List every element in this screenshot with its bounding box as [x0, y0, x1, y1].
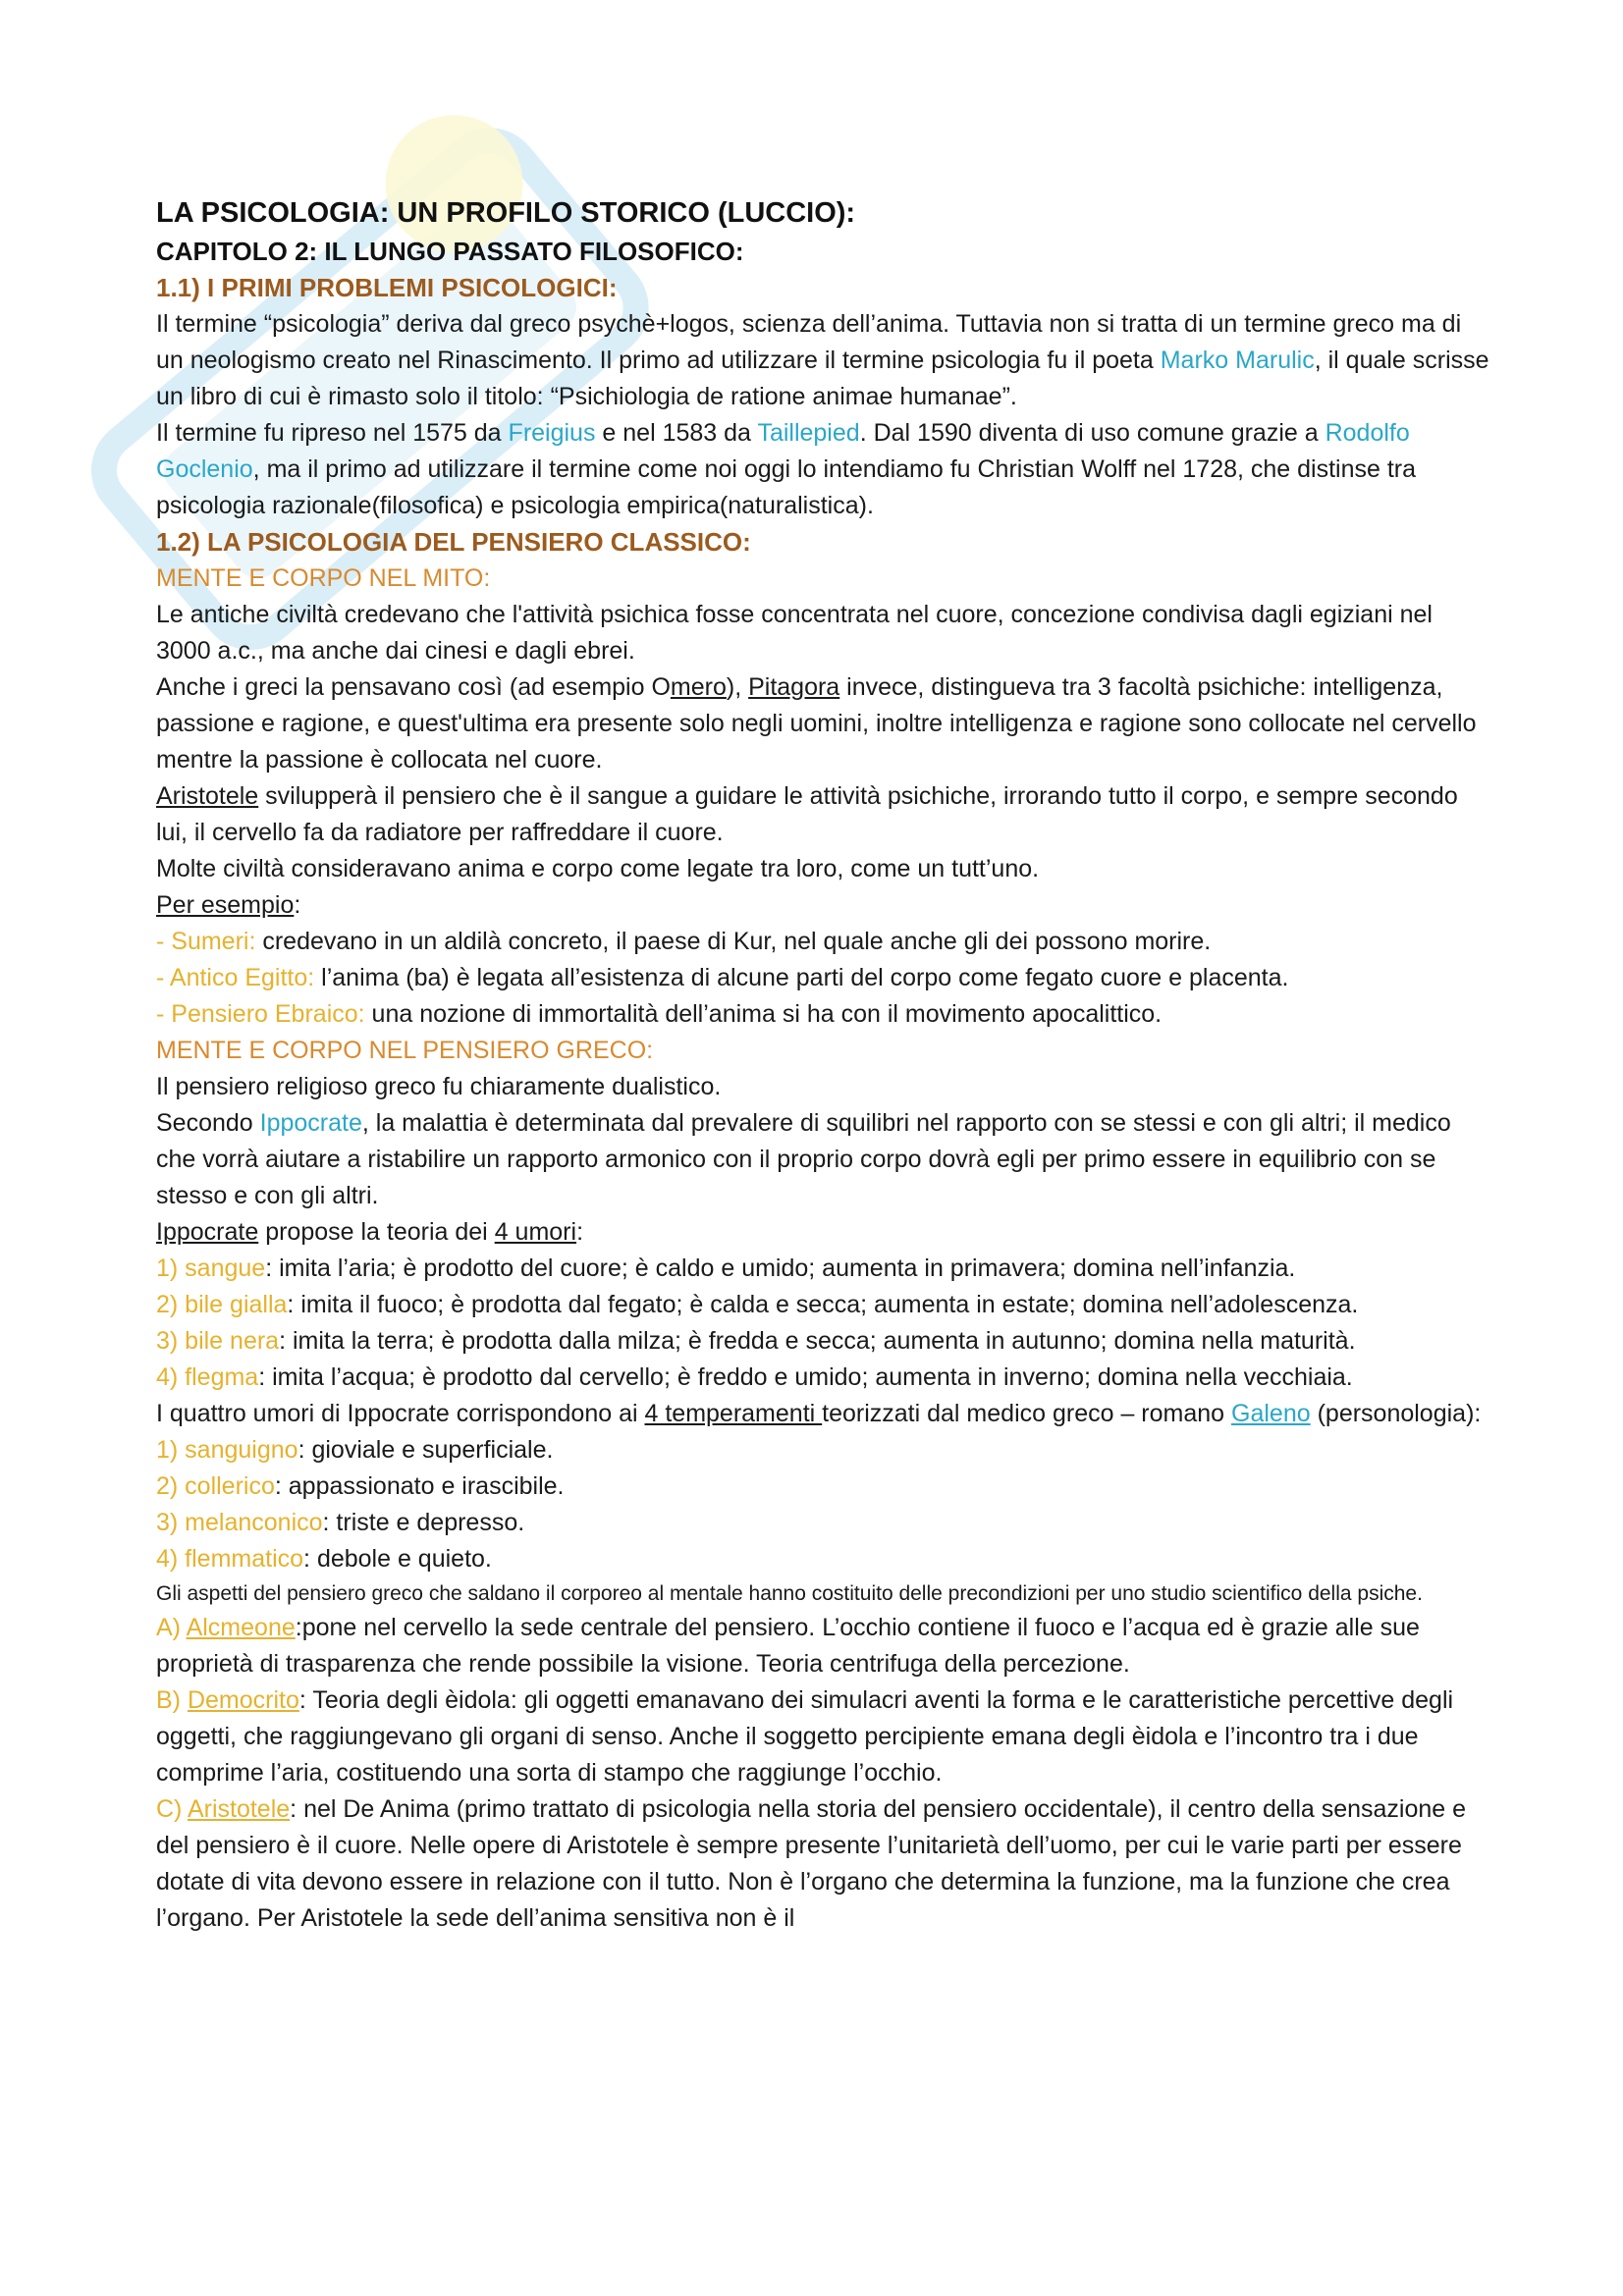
paragraph: Il pensiero religioso greco fu chiaramente dualistico. — [156, 1073, 722, 1100]
paragraph: Per esempio: — [156, 891, 301, 919]
paragraph: Anche i greci la pensavano così (ad esempio Omero), Pitagora invece, distingueva tra 3 facoltà psichiche: intelligenza, passione e ragione, e quest'ultima era presente solo negli uomini, inoltre intelligenza e ragione sono collocate nel cervello mentre la passione è collocata nel cuore. — [156, 673, 1477, 774]
document-title: LA PSICOLOGIA: UN PROFILO STORICO (LUCCIO): — [156, 197, 856, 229]
paragraph: Il termine “psicologia” deriva dal greco psychè+logos, scienza dell’anima. Tuttavia non si tratta di un termine greco ma di un neologismo creato nel Rinascimento. Il primo ad utilizzare il termine psicologia fu il poeta Marko Marulic, il quale scrisse un libro di cui è rimasto solo il titolo: “Psichiologia de ratione animae humanae”. — [156, 310, 1489, 410]
paragraph: Secondo Ippocrate, la malattia è determinata dal prevalere di squilibri nel rapporto con se stessi e con gli altri; il medico che vorrà aiutare a ristabilire un rapporto armonico con il proprio corpo dovrà egli per primo essere in equilibrio con se stesso e con gli altri. — [156, 1109, 1451, 1209]
section-heading-1-2: 1.2) LA PSICOLOGIA DEL PENSIERO CLASSICO: — [156, 527, 751, 557]
list-item: - Sumeri: credevano in un aldilà concreto, il paese di Kur, nel quale anche gli dei possono morire. — [156, 928, 1212, 955]
name-freigius: Freigius — [508, 419, 596, 447]
list-item: B) Democrito: Teoria degli èidola: gli oggetti emanavano dei simulacri aventi la forma e le caratteristiche percettive degli oggetti, che raggiungevano gli organi di senso. Anche il soggetto percipiente emana degli èidola e l’incontro tra i due comprime l’aria, costituendo una sorta di stampo che raggiunge l’occhio. — [156, 1686, 1454, 1787]
list-item: 1) sanguigno: gioviale e superficiale. — [156, 1436, 554, 1464]
paragraph: I quattro umori di Ippocrate corrispondono ai 4 temperamenti teorizzati dal medico greco – romano Galeno (personologia): — [156, 1400, 1482, 1427]
name-aristotele: Aristotele — [156, 782, 259, 810]
list-item: 1) sangue: imita l’aria; è prodotto del cuore; è caldo e umido; aumenta in primavera; domina nell’infanzia. — [156, 1255, 1296, 1282]
subheading-greco: MENTE E CORPO NEL PENSIERO GRECO: — [156, 1037, 654, 1064]
list-item: A) Alcmeone:pone nel cervello la sede centrale del pensiero. L’occhio contiene il fuoco e l’acqua ed è grazie alle sue proprietà di trasparenza che rende possibile la visione. Teoria centrifuga della percezione. — [156, 1614, 1420, 1678]
list-item: 4) flemmatico: debole e quieto. — [156, 1545, 492, 1573]
paragraph: Ippocrate propose la teoria dei 4 umori: — [156, 1218, 584, 1246]
list-item: 2) collerico: appassionato e irascibile. — [156, 1472, 565, 1500]
section-heading-1-1: 1.1) I PRIMI PROBLEMI PSICOLOGICI: — [156, 273, 618, 302]
name-marulic: Marko Marulic — [1160, 347, 1315, 374]
list-item: 3) melanconico: triste e depresso. — [156, 1509, 525, 1536]
paragraph: Le antiche civiltà credevano che l'attività psichica fosse concentrata nel cuore, concezione condivisa dagli egiziani nel 3000 a.c., ma anche dai cinesi e dagli ebrei. — [156, 601, 1433, 665]
paragraph: Aristotele svilupperà il pensiero che è il sangue a guidare le attività psichiche, irrorando tutto il corpo, e sempre secondo lui, il cervello fa da radiatore per raffreddare il cuore. — [156, 782, 1458, 846]
small-note: Gli aspetti del pensiero greco che saldano il corporeo al mentale hanno costituito delle precondizioni per uno studio scientifico della psiche. — [156, 1582, 1423, 1605]
list-item: - Antico Egitto: l’anima (ba) è legata all’esistenza di alcune parti del corpo come fegato cuore e placenta. — [156, 964, 1289, 991]
list-item: 4) flegma: imita l’acqua; è prodotto dal cervello; è freddo e umido; aumenta in inverno; domina nella vecchiaia. — [156, 1363, 1353, 1391]
name-ippocrate: Ippocrate — [259, 1109, 362, 1137]
list-item: 2) bile gialla: imita il fuoco; è prodotta dal fegato; è calda e secca; aumenta in estate; domina nell’adolescenza. — [156, 1291, 1359, 1318]
paragraph: Il termine fu ripreso nel 1575 da Freigius e nel 1583 da Taillepied. Dal 1590 diventa di uso comune grazie a Rodolfo Goclenio, ma il primo ad utilizzare il termine come noi oggi lo intendiamo fu Christian Wolff nel 1728, che distinse tra psicologia razionale(filosofica) e psicologia empirica(naturalistica). — [156, 419, 1417, 519]
name-goclenio: Rodolfo Goclenio — [156, 419, 1410, 483]
list-item: 3) bile nera: imita la terra; è prodotta dalla milza; è fredda e secca; aumenta in autunno; domina nella maturità. — [156, 1327, 1356, 1355]
list-item: - Pensiero Ebraico: una nozione di immortalità dell’anima si ha con il movimento apocalittico. — [156, 1000, 1163, 1028]
chapter-title: CAPITOLO 2: IL LUNGO PASSATO FILOSOFICO: — [156, 237, 744, 266]
list-item: C) Aristotele: nel De Anima (primo trattato di psicologia nella storia del pensiero occidentale), il centro della sensazione e del pensiero è il cuore. Nelle opere di Aristotele è sempre presente l’unitarietà dell’uomo, per cui le varie parti per essere dotate di vita devono essere in relazione con il tutto. Non è l’organo che determina la funzione, ma la funzione che crea l’organo. Per Aristotele la sede dell’anima sensitiva non è il — [156, 1795, 1467, 1932]
name-taillepied: Taillepied — [757, 419, 860, 447]
name-pitagora: Pitagora — [748, 673, 840, 701]
subheading-mito: MENTE E CORPO NEL MITO: — [156, 564, 491, 592]
paragraph: Molte civiltà consideravano anima e corpo come legate tra loro, come un tutt’uno. — [156, 855, 1040, 882]
document-page — [156, 192, 1491, 1937]
galeno-link[interactable]: Galeno — [1231, 1400, 1311, 1427]
